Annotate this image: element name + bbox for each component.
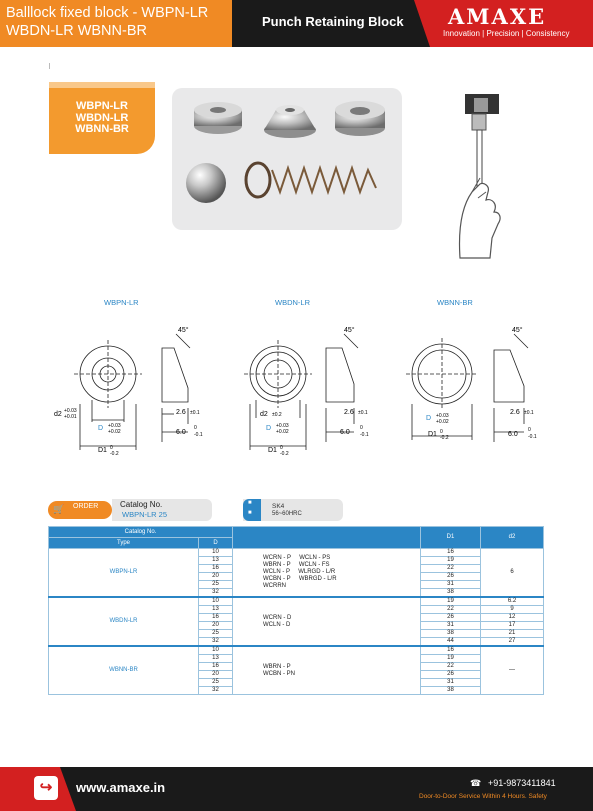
badge-line: WBNN-BR <box>75 123 129 135</box>
material-icon-glyph-b: ■ <box>248 510 252 516</box>
type-cell: WBNN-BR <box>49 646 199 695</box>
svg-text:+0.02: +0.02 <box>276 429 289 435</box>
d1-cell: 19 <box>421 655 481 663</box>
drawing-wbnn-br <box>390 318 560 458</box>
brand-mark-icon: ↪ <box>34 776 58 800</box>
header-D1: D1 <box>421 527 481 549</box>
svg-text:-0.2: -0.2 <box>280 451 289 457</box>
d-cell: 20 <box>199 622 233 630</box>
d2-cell: 27 <box>481 638 544 647</box>
dim-60: 6.0 <box>340 429 350 436</box>
svg-text:±0.2: ±0.2 <box>272 412 282 418</box>
d1-cell: 31 <box>421 581 481 589</box>
header-D: D <box>199 538 233 549</box>
d1-cell: 22 <box>421 606 481 614</box>
svg-text:±0.1: ±0.1 <box>524 410 534 416</box>
header <box>0 0 593 47</box>
d-cell: 10 <box>199 597 233 606</box>
parts-cell <box>233 646 421 695</box>
svg-text:±0.1: ±0.1 <box>190 410 200 416</box>
dim-d2: d2 <box>260 411 268 418</box>
d-cell: 32 <box>199 638 233 647</box>
svg-text:0: 0 <box>528 427 531 433</box>
svg-text:-0.1: -0.1 <box>528 434 537 440</box>
hand-illustration <box>450 88 520 268</box>
d1-cell: 16 <box>421 549 481 557</box>
dim-D1: D1 <box>268 447 277 454</box>
product-photo <box>172 88 402 230</box>
divider <box>49 63 50 69</box>
table-row <box>49 597 544 606</box>
d-cell: 16 <box>199 614 233 622</box>
svg-text:0: 0 <box>280 445 283 451</box>
part-line: WCBN - PN <box>263 670 295 677</box>
page-subtitle: Punch Retaining Block <box>262 14 404 29</box>
steel-ball <box>186 163 226 203</box>
svg-text:0: 0 <box>194 425 197 431</box>
d-cell: 25 <box>199 581 233 589</box>
title-line-1: Balllock fixed block - WBPN-LR <box>6 5 209 21</box>
svg-text:±0.1: ±0.1 <box>358 410 368 416</box>
svg-text:-0.1: -0.1 <box>360 432 369 438</box>
drawing-label-wbnn: WBNN-BR <box>437 298 473 307</box>
retainer-block-1 <box>194 102 242 134</box>
angle-label: 45° <box>178 327 189 334</box>
d1-cell: 22 <box>421 565 481 573</box>
material-hardness: 56~60HRC <box>272 511 302 517</box>
angle-label: 45° <box>512 327 523 334</box>
header-catalog: Catalog No. <box>49 527 233 538</box>
drawing-wbdn-lr <box>220 318 390 458</box>
d2-cell: — <box>481 646 544 695</box>
dim-D: D <box>426 415 432 422</box>
d-cell: 32 <box>199 589 233 598</box>
brand-tagline: Innovation | Precision | Consistency <box>443 29 570 38</box>
drawing-label-wbpn: WBPN-LR <box>104 298 139 307</box>
part-line: WCLN - P WLRGD - L/R <box>263 569 336 575</box>
d2-cell: 17 <box>481 622 544 630</box>
part-line: WCLN - D <box>263 621 291 628</box>
material-icon-glyph-a: ■ <box>248 500 252 506</box>
d1-cell: 31 <box>421 622 481 630</box>
page-title <box>6 4 238 40</box>
header-parts <box>233 527 421 549</box>
d-cell: 16 <box>199 565 233 573</box>
header-type: Type <box>49 538 199 549</box>
phone-icon: ☎ <box>470 778 482 788</box>
brand-logo: AMAXE <box>448 4 547 29</box>
badge-line: WBDN-LR <box>75 111 129 124</box>
svg-text:+0.02: +0.02 <box>436 419 449 425</box>
title-line-2: WBDN-LR WBNN-BR <box>6 23 147 39</box>
d-cell: 32 <box>199 687 233 695</box>
d-cell: 20 <box>199 573 233 581</box>
part-line: WBRN - P WCLN - FS <box>263 562 330 568</box>
website-link[interactable]: www.amaxe.in <box>76 780 166 795</box>
retainer-block-3 <box>335 101 385 136</box>
d2-cell: 21 <box>481 630 544 638</box>
table-row <box>49 646 544 655</box>
svg-text:+0.03: +0.03 <box>108 423 121 429</box>
dim-60: 6.0 <box>176 429 186 436</box>
drawing-wbpn-lr <box>50 318 220 458</box>
svg-text:-0.2: -0.2 <box>110 451 119 457</box>
svg-text:+0.02: +0.02 <box>108 429 121 435</box>
d-cell: 10 <box>199 646 233 655</box>
dim-26: 2.6 <box>510 409 520 416</box>
svg-text:+0.03: +0.03 <box>276 423 289 429</box>
svg-text:+0.01: +0.01 <box>64 414 77 420</box>
drawing-label-wbdn: WBDN-LR <box>275 298 310 307</box>
retainer-block-2 <box>264 105 316 138</box>
catalog-value: WBPN-LR 25 <box>122 510 168 519</box>
d-cell: 20 <box>199 671 233 679</box>
order-label: ORDER <box>73 503 99 510</box>
material-name: SK4 <box>272 503 285 510</box>
cart-icon: 🛒 <box>53 504 65 514</box>
d1-cell: 26 <box>421 671 481 679</box>
d-cell: 25 <box>199 679 233 687</box>
dim-d2: d2 <box>54 411 62 418</box>
part-line: WCRRN <box>263 583 286 589</box>
badge-line: WBPN-LR <box>76 100 128 112</box>
catalog-label: Catalog No. <box>120 500 163 509</box>
svg-text:-0.1: -0.1 <box>194 432 203 438</box>
d1-cell: 44 <box>421 638 481 647</box>
svg-text:+0.03: +0.03 <box>64 408 77 414</box>
part-line: WCRN - D <box>263 614 292 621</box>
d1-cell: 26 <box>421 573 481 581</box>
product-photo-panel <box>172 88 402 230</box>
d-cell: 16 <box>199 663 233 671</box>
d1-cell: 38 <box>421 589 481 598</box>
d-cell: 13 <box>199 557 233 565</box>
dim-D1: D1 <box>428 431 437 438</box>
spec-table <box>48 526 544 695</box>
svg-text:-0.2: -0.2 <box>440 435 449 441</box>
dim-D1: D1 <box>98 447 107 454</box>
model-badge <box>49 88 155 154</box>
d-cell: 25 <box>199 630 233 638</box>
d2-cell: 12 <box>481 614 544 622</box>
header-d2: d2 <box>481 527 544 549</box>
svg-text:0: 0 <box>110 445 113 451</box>
d1-cell: 16 <box>421 646 481 655</box>
dim-60: 6.0 <box>508 431 518 438</box>
d-cell: 10 <box>199 549 233 557</box>
phone-number: +91-9873411841 <box>488 778 556 788</box>
svg-text:0: 0 <box>440 429 443 435</box>
angle-label: 45° <box>344 327 355 334</box>
d-cell: 13 <box>199 655 233 663</box>
part-line: WCBN - P WBRGD - L/R <box>263 576 337 582</box>
part-line: WBRN - P <box>263 663 291 670</box>
d1-cell: 19 <box>421 597 481 606</box>
dim-26: 2.6 <box>344 409 354 416</box>
spring <box>246 163 376 197</box>
dim-26: 2.6 <box>176 409 186 416</box>
d2-cell: 6 <box>481 549 544 598</box>
svg-text:0: 0 <box>360 425 363 431</box>
parts-cell <box>233 549 421 598</box>
type-cell: WBDN-LR <box>49 597 199 646</box>
type-cell: WBPN-LR <box>49 549 199 598</box>
d1-cell: 38 <box>421 687 481 695</box>
d1-cell: 38 <box>421 630 481 638</box>
parts-cell <box>233 597 421 646</box>
d1-cell: 22 <box>421 663 481 671</box>
material-icon <box>243 499 261 521</box>
table-row <box>49 549 544 557</box>
d2-cell: 9 <box>481 606 544 614</box>
dim-D: D <box>98 425 104 432</box>
svg-text:+0.03: +0.03 <box>436 413 449 419</box>
d1-cell: 19 <box>421 557 481 565</box>
dim-D: D <box>266 425 272 432</box>
d-cell: 13 <box>199 606 233 614</box>
d1-cell: 31 <box>421 679 481 687</box>
d2-cell: 6.2 <box>481 597 544 606</box>
part-line: WCRN - P WCLN - PS <box>263 555 331 561</box>
service-note: Door-to-Door Service Within 4 Hours. Safety <box>419 793 547 800</box>
d1-cell: 26 <box>421 614 481 622</box>
